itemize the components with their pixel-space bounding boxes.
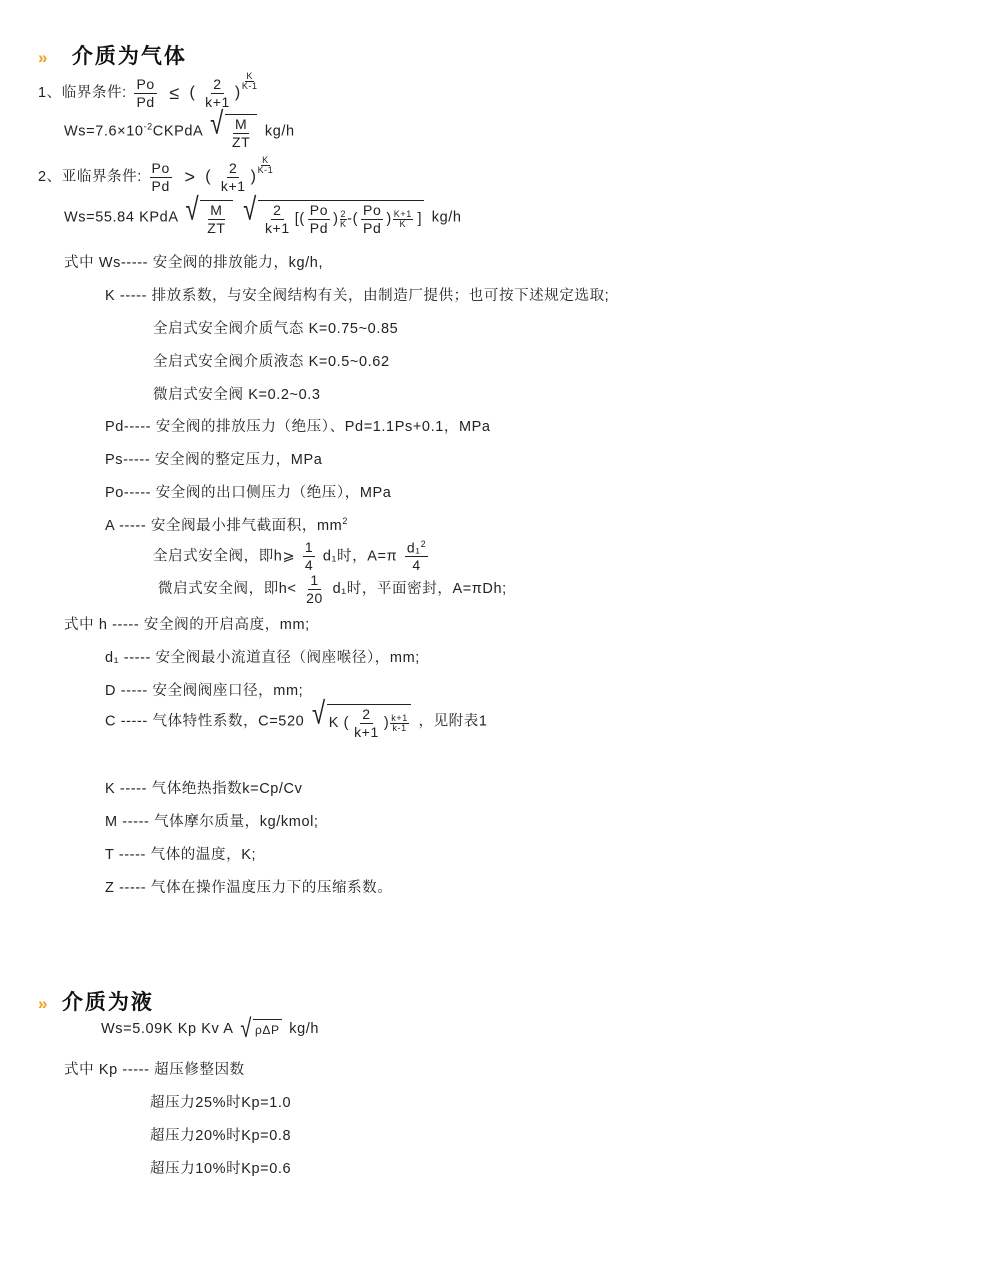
k-micro-lift: 微启式安全阀 K=0.2~0.3: [153, 387, 321, 403]
formula-critical: $Ws=7.6\times 10^{-2}CKPdA$ √ $\frac{M}{ZT}$ kg/h: [64, 106, 295, 150]
liquid-section-title: 介质为液: [61, 991, 154, 1014]
le-operator: ≤: [169, 82, 180, 103]
d1-description: d₁ ----- 安全阀最小流道直径（阀座喉径），mm;: [105, 650, 420, 666]
critical-condition: 1、临界条件: $\frac{Po}{Pd}$ ≤ ( $\frac{2}{k+1}$ ) $\frac{K}{K-1}$: [38, 71, 258, 110]
formula-liquid: Ws=5.09K Kp Kv A √ ρΔP kg/h: [101, 1014, 320, 1044]
gas-section-title: 介质为气体: [71, 45, 187, 68]
chevron-right-icon: »: [38, 994, 46, 1013]
po-pd-fraction: $\frac{Po}{Pd}$: [136, 75, 155, 110]
condition-1-label: 1、临界条件:: [38, 85, 127, 101]
liquid-section-header: [38, 986, 154, 1016]
where-ws: 式中 Ws----- 安全阀的排放能力，kg/h,: [64, 255, 324, 271]
k-over-k-minus-1-exponent: $\frac{K}{K-1}$: [241, 71, 258, 91]
c-description: C ----- 气体特性系数，C=520 √ K ( $\frac{2}{k+1}$ ) k+1 k-1 ，见附表1: [105, 696, 488, 740]
condition-2-label: 2、亚临界条件:: [38, 169, 142, 185]
micro-lift-area: 微启式安全阀，即h< $\frac{1}{20}$ d₁时，平面密封，A=πDh;: [158, 572, 507, 606]
a-description: A ----- 安全阀最小排气截面积，$mm^2$: [105, 516, 348, 534]
subcritical-condition: 2、亚临界条件: $\frac{Po}{Pd}$ > ( $\frac{2}{k+1}$ ) $\frac{K}{K-1}$: [38, 155, 274, 194]
z-description: Z ----- 气体在操作温度压力下的压缩系数。: [105, 880, 393, 896]
kp-description: 式中 Kp ----- 超压修整因数: [64, 1062, 245, 1078]
h-description: 式中 h ----- 安全阀的开启高度，mm;: [64, 617, 310, 633]
gas-section-header: [38, 40, 187, 70]
sqrt-subcritical-term: √ $\frac{2}{k+1}$ [( $\frac{Po}{Pd}$ ) 2 K -( $\frac{Po}{Pd}$ ) K+1 K ]: [243, 192, 423, 236]
m-description: M ----- 气体摩尔质量，kg/kmol;: [105, 814, 319, 830]
k-full-lift-gas: 全启式安全阀介质气态 K=0.75~0.85: [153, 321, 399, 337]
kp-overpressure-25: 超压力25%时Kp=1.0: [150, 1095, 292, 1111]
formula-subcritical: Ws=55.84 KPdA √ $\frac{M}{ZT}$ √ $\frac{2}{k+1}$ [( $\frac{Po}{Pd}$ ) 2 K -( $\frac{Po}{Pd}$ ) K+1 K ] kg/h: [64, 192, 462, 236]
full-lift-area: 全启式安全阀，即h⩾ $\frac{1}{4}$ d₁时，A=π $\frac{d_1^2}{4}$: [153, 539, 427, 574]
ps-description: Ps----- 安全阀的整定压力，MPa: [105, 452, 323, 468]
d-description: D ----- 安全阀阀座口径，mm;: [105, 683, 304, 699]
t-description: T ----- 气体的温度，K;: [105, 847, 257, 863]
two-over-k-plus-1: $\frac{2}{k+1}$: [205, 75, 230, 110]
gt-operator: >: [184, 166, 196, 187]
unit-label: kg/h: [264, 123, 295, 140]
pd-description: Pd----- 安全阀的排放压力（绝压）、Pd=1.1Ps+0.1，MPa: [105, 419, 491, 435]
sqrt-m-over-zt: √ $\frac{M}{ZT}$: [210, 114, 257, 149]
kp-overpressure-20: 超压力20%时Kp=0.8: [150, 1128, 292, 1144]
k-full-lift-liquid: 全启式安全阀介质液态 K=0.5~0.62: [153, 354, 390, 370]
k-adiabatic-description: K ----- 气体绝热指数k=Cp/Cv: [105, 781, 303, 797]
po-description: Po----- 安全阀的出口侧压力（绝压），MPa: [105, 485, 392, 501]
kp-overpressure-10: 超压力10%时Kp=0.6: [150, 1161, 292, 1177]
chevron-right-icon: »: [38, 48, 46, 67]
k-description: K ----- 排放系数，与安全阀结构有关，由制造厂提供；也可按下述规定选取;: [105, 288, 610, 304]
